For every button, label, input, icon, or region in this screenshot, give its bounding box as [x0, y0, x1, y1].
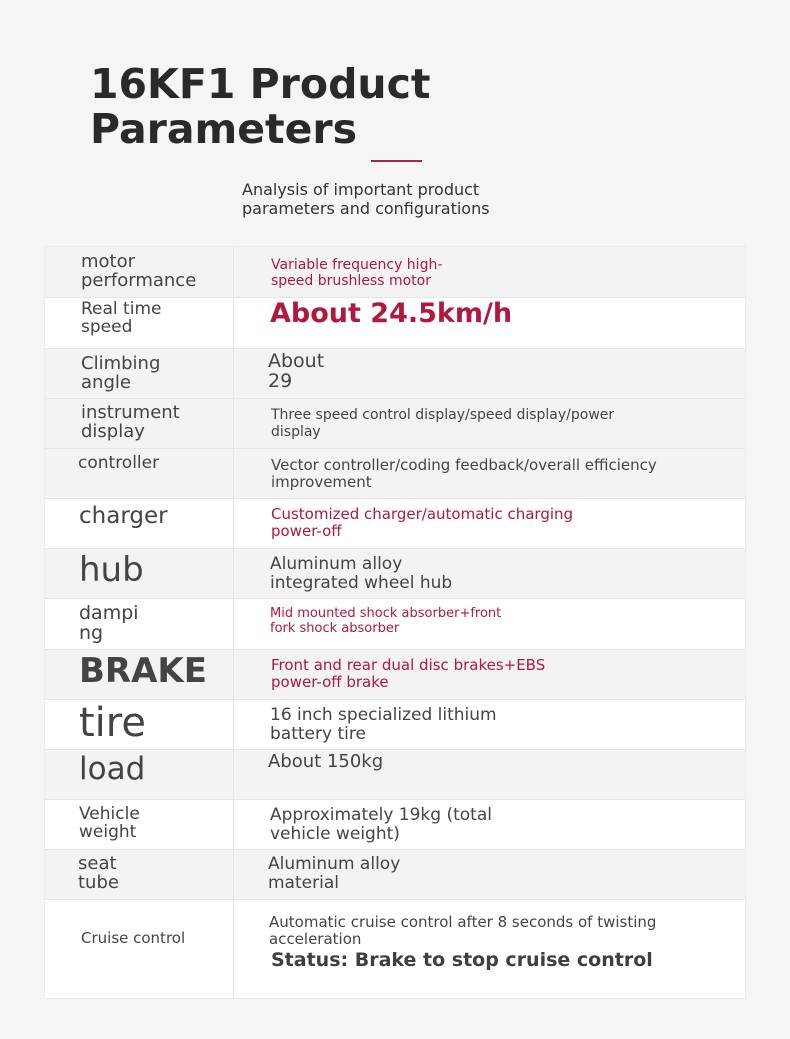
table-row-vehicle-weight	[45, 799, 745, 849]
row-value: Approximately 19kg (total vehicle weight)	[270, 805, 492, 844]
title-line-2: Parameters	[90, 105, 358, 153]
page-title	[90, 62, 490, 152]
row-value: Aluminum alloy material	[268, 854, 401, 893]
row-value: Front and rear dual disc brakes+EBS power-off brake	[271, 656, 546, 691]
row-value: Vector controller/coding feedback/overall efficiency improvement	[271, 456, 657, 491]
subtitle-line-2: parameters and configurations	[242, 199, 490, 218]
row-label: hub	[79, 550, 144, 590]
row-value: About 29	[268, 350, 325, 392]
table-row-load	[45, 749, 745, 799]
row-value: About 24.5km/h	[270, 298, 513, 329]
row-label: Vehicle weight	[79, 804, 140, 842]
cruise-status-note: Status: Brake to stop cruise control	[271, 949, 653, 971]
table-row-real-time-speed	[45, 297, 745, 348]
row-value: Customized charger/automatic charging power-off	[271, 505, 574, 540]
row-value: Mid mounted shock absorber+front fork shock absorber	[270, 606, 502, 636]
row-value: About 150kg	[268, 751, 384, 772]
row-label: Climbing angle	[81, 353, 161, 393]
table-row-tire	[45, 699, 745, 749]
row-label: instrument display	[81, 402, 180, 442]
row-value: 16 inch specialized lithium battery tire	[270, 705, 497, 744]
table-row-motor-performance	[45, 247, 745, 297]
table-row-instrument-display	[45, 398, 745, 448]
row-label: BRAKE	[79, 651, 207, 691]
row-label: motor performance	[81, 251, 197, 291]
page-subtitle	[242, 180, 542, 218]
row-label: controller	[78, 453, 160, 473]
row-value: Aluminum alloy integrated wheel hub	[270, 554, 453, 593]
row-value: Three speed control display/speed display/power display	[271, 407, 615, 440]
title-line-1: 16KF1 Product	[90, 60, 431, 108]
table-row-climbing-angle	[45, 348, 745, 398]
table-row-damping	[45, 598, 745, 649]
row-label: seat tube	[78, 853, 119, 893]
table-row-cruise-control	[45, 899, 745, 998]
row-label: Cruise control	[81, 929, 186, 947]
table-row-hub	[45, 548, 745, 598]
title-accent-divider	[371, 160, 422, 162]
row-value: Automatic cruise control after 8 seconds of twisting acceleration	[269, 913, 657, 948]
row-label: load	[79, 751, 146, 787]
subtitle-line-1: Analysis of important product	[242, 180, 480, 199]
table-row-controller	[45, 448, 745, 498]
row-label: dampi ng	[79, 602, 139, 644]
row-label: charger	[79, 503, 168, 529]
row-label: tire	[79, 700, 146, 746]
row-label: Real time speed	[81, 299, 162, 337]
row-value: Variable frequency high- speed brushless motor	[271, 257, 443, 289]
table-row-seat-tube	[45, 849, 745, 899]
parameters-table	[44, 246, 746, 999]
table-row-brake	[45, 649, 745, 699]
table-row-charger	[45, 498, 745, 548]
